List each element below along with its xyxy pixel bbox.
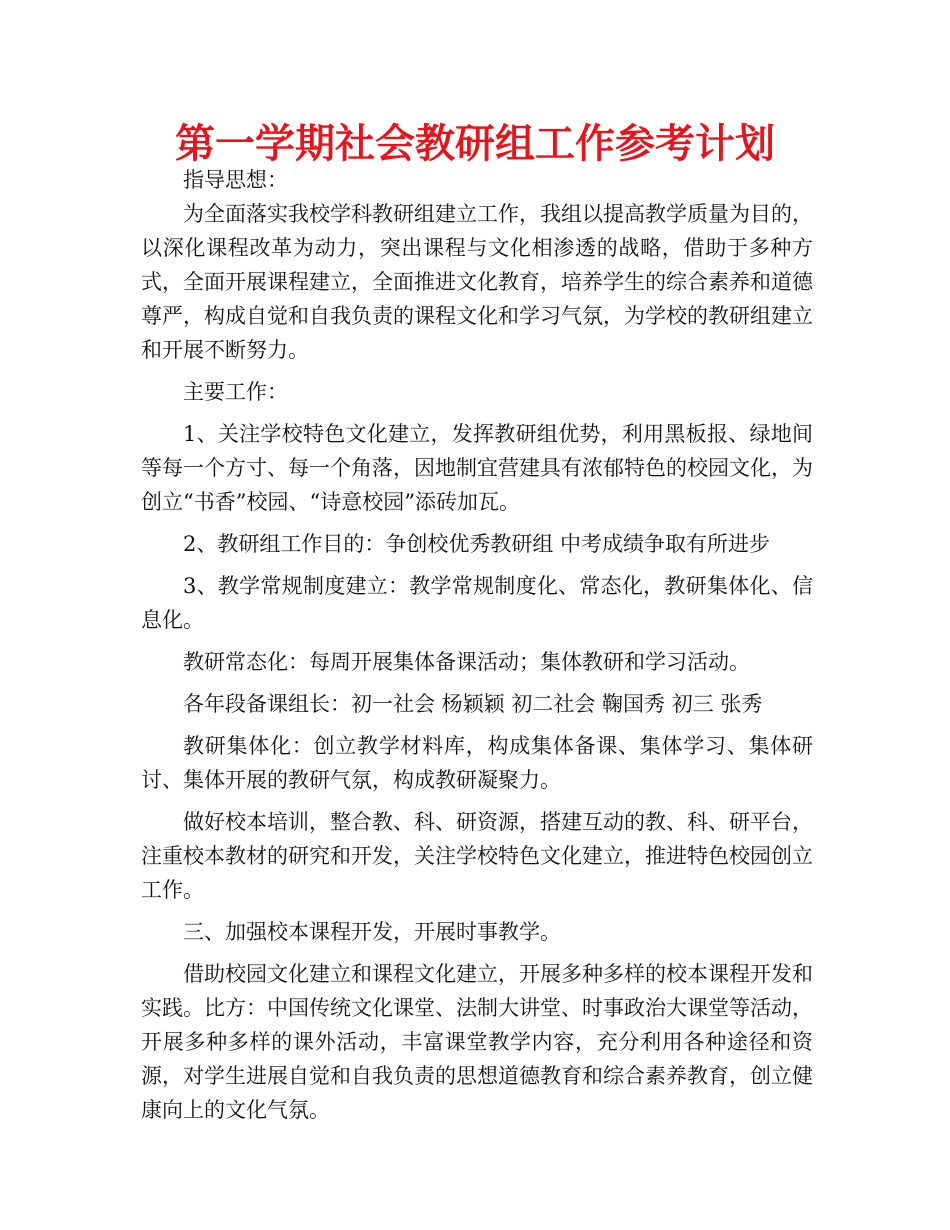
- paragraph-guiding-thought: 为全面落实我校学科教研组建立工作，我组以提高教学质量为目的，以深化课程改革为动力，突出课程与文化相渗透的战略，借助于多种方式，全面开展课程建立，全面推进文化教育，培养学生的综合素养和道德尊严，构成自觉和自我负责的课程文化和学习气氛，为学校的教研组建立和开展不断努力。: [141, 202, 813, 362]
- paragraph-item-1: 1、关注学校特色文化建立，发挥教研组优势，利用黑板报、绿地间等每一个方寸、每一个角落，因地制宜营建具有浓郁特色的校园文化，为创立“书香”校园、“诗意校园”添砖加瓦。: [141, 422, 813, 514]
- paragraph-item-2: 2、教研组工作目的：争创校优秀教研组 中考成绩争取有所进步: [183, 532, 771, 556]
- paragraph-guiding-thought-heading: 指导思想：: [183, 168, 288, 192]
- paragraph-group-leaders: 各年段备课组长：初一社会 杨颖颖 初二社会 鞠国秀 初三 张秀: [183, 692, 763, 716]
- document-body: [141, 163, 813, 1127]
- paragraph-section-3-body: 借助校园文化建立和课程文化建立，开展多种多样的校本课程开发和实践。比方：中国传统文化课堂、法制大讲堂、时事政治大课堂等活动，开展多种多样的课外活动，丰富课堂教学内容，充分利用各种途径和资源，对学生进展自觉和自我负责的思想道德教育和综合素养教育，创立健康向上的文化气氛。: [141, 962, 813, 1122]
- paragraph-item-3: 3、教学常规制度建立：教学常规制度化、常态化，教研集体化、信息化。: [141, 574, 813, 632]
- paragraph-school-training: 做好校本培训，整合教、科、研资源，搭建互动的教、科、研平台，注重校本教材的研究和开发，关注学校特色文化建立，推进特色校园创立工作。: [141, 810, 813, 902]
- document-title: 第一学期社会教研组工作参考计划: [175, 121, 775, 167]
- paragraph-collective-research: 教研集体化：创立教学材料库，构成集体备课、集体学习、集体研讨、集体开展的教研气氛，构成教研凝聚力。: [141, 734, 813, 792]
- paragraph-main-work-heading: 主要工作：: [183, 380, 288, 404]
- paragraph-routine-research: 教研常态化：每周开展集体备课活动；集体教研和学习活动。: [183, 650, 750, 674]
- paragraph-section-3-heading: 三、加强校本课程开发，开展时事教学。: [183, 920, 561, 944]
